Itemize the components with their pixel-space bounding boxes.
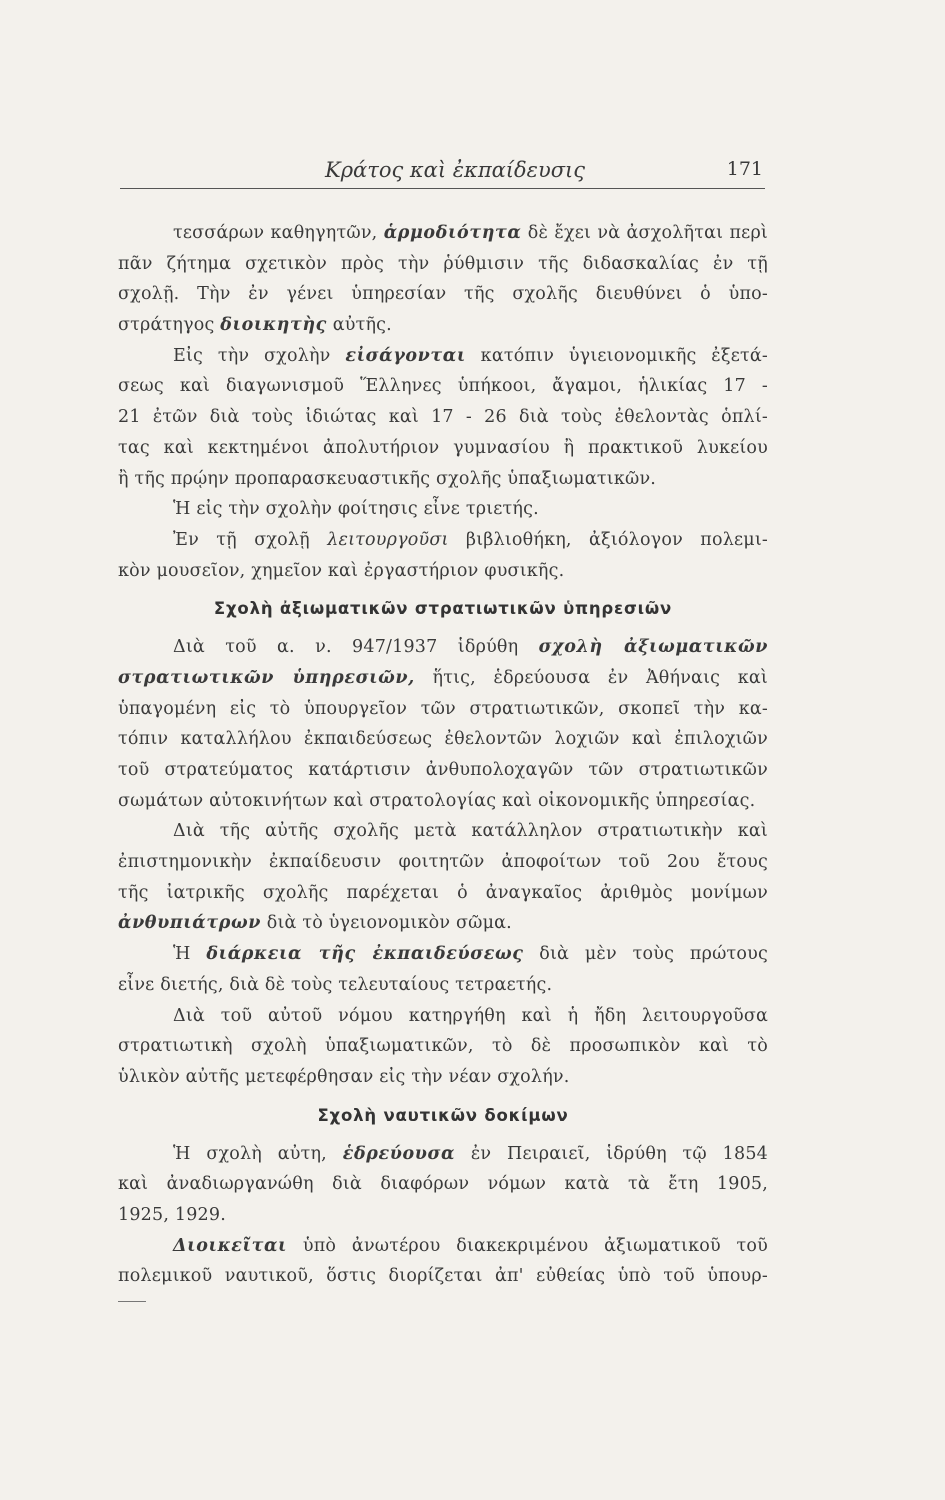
text-run: Ἡ εἰς τὴν σχολὴν φοίτησις εἶνε τριετής. — [173, 499, 539, 520]
emphasized-term: στρατιωτικῶν ὑπηρεσιῶν, — [118, 667, 415, 688]
emphasized-term: Διοικεῖται — [173, 1235, 288, 1256]
section-heading-military-services: Σχολὴ ἀξιωματικῶν στρατιωτικῶν ὑπηρεσιῶν — [213, 599, 673, 619]
text-run: διὰ μὲν τοὺς πρώτους — [523, 944, 768, 965]
text-run: Ἡ — [173, 944, 207, 965]
text-run: 21 ἐτῶν διὰ τοὺς ἰδιώτας καὶ 17 - 26 διὰ τοὺς ἐθελοντὰς ὁπλί- — [118, 407, 768, 428]
text-line — [118, 939, 768, 970]
text-line — [118, 632, 768, 663]
text-run: καὶ ἀναδιωργανώθη διὰ διαφόρων νόμων κατὰ τὰ ἔτη 1905, — [118, 1174, 768, 1195]
text-run: κατόπιν ὑγιειονομικῆς ἐξετά- — [465, 345, 768, 366]
text-line — [118, 694, 768, 725]
text-line — [118, 249, 768, 280]
text-line — [118, 1001, 768, 1032]
text-line — [118, 755, 768, 786]
text-line — [118, 908, 768, 939]
text-line — [118, 878, 768, 909]
text-run: δὲ ἔχει νὰ ἀσχολῆται περὶ — [521, 223, 768, 243]
text-line — [118, 494, 768, 525]
text-run: ἐν Πειραιεῖ, ἱδρύθη τῷ 1854 — [455, 1143, 768, 1164]
emphasized-term: εἰσάγονται — [345, 345, 466, 366]
text-run: Ἡ σχολὴ αὐτη, — [173, 1143, 343, 1164]
text-line — [118, 786, 768, 817]
text-line — [118, 1231, 768, 1262]
text-run: Διὰ τῆς αὐτῆς σχολῆς μετὰ κατάλληλον στρατιωτικὴν καὶ — [173, 821, 768, 842]
text-line — [118, 525, 768, 556]
text-run: στρατιωτικὴ σχολὴ ὑπαξιωματικῶν, τὸ δὲ προσωπικὸν καὶ τὸ — [118, 1036, 768, 1057]
emphasized-term: διοικητὴς — [220, 315, 327, 336]
text-line — [118, 341, 768, 372]
text-run: σεως καὶ διαγωνισμοῦ Ἕλληνες ὑπήκοοι, ἄγαμοι, ἡλικίας 17 - — [118, 376, 768, 397]
text-run: τας καὶ κεκτημένοι ἀπολυτήριον γυμνασίου ἢ πρακτικοῦ λυκείου — [118, 437, 768, 458]
text-run: ὑπαγομένη εἰς τὸ ὑπουργεῖον τῶν στρατιωτικῶν, σκοπεῖ τὴν κα- — [118, 698, 768, 719]
text-run: βιβλιοθήκη, ἀξιόλογον πολεμι- — [448, 529, 768, 550]
text-line — [118, 433, 768, 464]
text-line — [118, 1062, 768, 1093]
text-run: τεσσάρων καθηγητῶν, — [173, 223, 384, 243]
text-line — [118, 724, 768, 755]
text-line — [118, 556, 768, 587]
text-line — [118, 371, 768, 402]
page-number: 171 — [726, 158, 763, 180]
text-run: ἐπιστημονικὴν ἐκπαίδευσιν φοιτητῶν ἀποφοίτων τοῦ 2ου ἔτους — [118, 852, 768, 873]
section-1-paragraphs — [118, 218, 768, 586]
section-heading-naval-cadets: Σχολὴ ναυτικῶν δοκίμων — [317, 1105, 569, 1125]
text-run: Διὰ τοῦ αὐτοῦ νόμου κατηργήθη καὶ ἡ ἤδη λειτουργοῦσα — [173, 1005, 768, 1026]
text-run: πολεμικοῦ ναυτικοῦ, ὅστις διορίζεται ἀπ' εὐθείας ὑπὸ τοῦ ὑπουρ- — [118, 1266, 768, 1287]
text-line — [118, 663, 768, 694]
text-line — [118, 1200, 768, 1231]
text-run: πᾶν ζήτημα σχετικὸν πρὸς τὴν ῥύθμισιν τῆς διδασκαλίας ἐν τῇ — [118, 253, 768, 274]
text-line — [118, 218, 768, 249]
text-line — [118, 1139, 768, 1170]
italic-term: λειτουργοῦσι — [327, 529, 449, 550]
text-line — [118, 310, 768, 341]
text-line — [118, 279, 768, 310]
text-line — [118, 847, 768, 878]
text-run: τόπιν καταλλήλου ἐκπαιδεύσεως ἐθελοντῶν λοχιῶν καὶ ἐπιλοχιῶν — [118, 729, 768, 750]
emphasized-term: ἀνθυπιάτρων — [118, 913, 261, 934]
text-run: αὐτῆς. — [326, 315, 392, 336]
running-header — [120, 158, 765, 189]
text-run: Εἰς τὴν σχολὴν — [173, 345, 346, 366]
text-run: ὑλικὸν αὐτῆς μετεφέρθησαν εἰς τὴν νέαν σχολήν. — [118, 1066, 570, 1087]
text-run: 1925, 1929. — [118, 1204, 226, 1225]
running-title: Κράτος καὶ ἐκπαίδευσις — [325, 158, 586, 182]
text-run: ὑπὸ ἀνωτέρου διακεκριμένου ἀξιωματικοῦ τοῦ — [287, 1235, 768, 1256]
text-run: τοῦ στρατεύματος κατάρτισιν ἀνθυπολοχαγῶν τῶν στρατιωτικῶν — [118, 760, 768, 780]
body-text — [118, 218, 768, 1292]
text-line — [118, 816, 768, 847]
section-3-paragraphs — [118, 1139, 768, 1292]
text-run: κὸν μουσεῖον, χημεῖον καὶ ἐργαστήριον φυσικῆς. — [118, 560, 565, 581]
emphasized-term: ἁρμοδιότητα — [383, 223, 522, 243]
text-line — [118, 464, 768, 495]
text-run: ἥτις, ἑδρεύουσα ἐν Ἀθήναις καὶ — [414, 667, 768, 688]
emphasized-term: διάρκεια τῆς ἐκπαιδεύσεως — [206, 944, 524, 965]
emphasized-term: ἑδρεύουσα — [342, 1143, 456, 1164]
text-run: ἢ τῆς πρῴην προπαρασκευαστικῆς σχολῆς ὑπαξιωματικῶν. — [118, 468, 657, 489]
text-run: τῆς ἰατρικῆς σχολῆς παρέχεται ὁ ἀναγκαῖος ἀριθμὸς μονίμων — [118, 882, 768, 903]
emphasized-term: σχολὴ ἀξιωματικῶν — [538, 637, 768, 658]
text-line — [118, 1031, 768, 1062]
section-2-paragraphs — [118, 632, 768, 1092]
text-line — [118, 970, 768, 1001]
text-run: στράτηγος — [118, 315, 221, 336]
text-run: διὰ τὸ ὑγειονομικὸν σῶμα. — [261, 913, 512, 934]
text-line — [118, 1261, 768, 1292]
text-run: σχολῇ. Τὴν ἐν γένει ὑπηρεσίαν τῆς σχολῆς διευθύνει ὁ ὑπο- — [118, 284, 768, 305]
text-run: Ἐν τῇ σχολῇ — [173, 529, 328, 550]
text-run: Διὰ τοῦ α. ν. 947/1937 ἱδρύθη — [173, 637, 539, 658]
text-line — [118, 1169, 768, 1200]
text-run: σωμάτων αὐτοκινήτων καὶ στρατολογίας καὶ οἰκονομικῆς ὑπηρεσίας. — [118, 790, 756, 811]
footer-rule — [118, 1301, 146, 1302]
text-line — [118, 402, 768, 433]
text-run: εἶνε διετής, διὰ δὲ τοὺς τελευταίους τετραετής. — [118, 974, 553, 995]
